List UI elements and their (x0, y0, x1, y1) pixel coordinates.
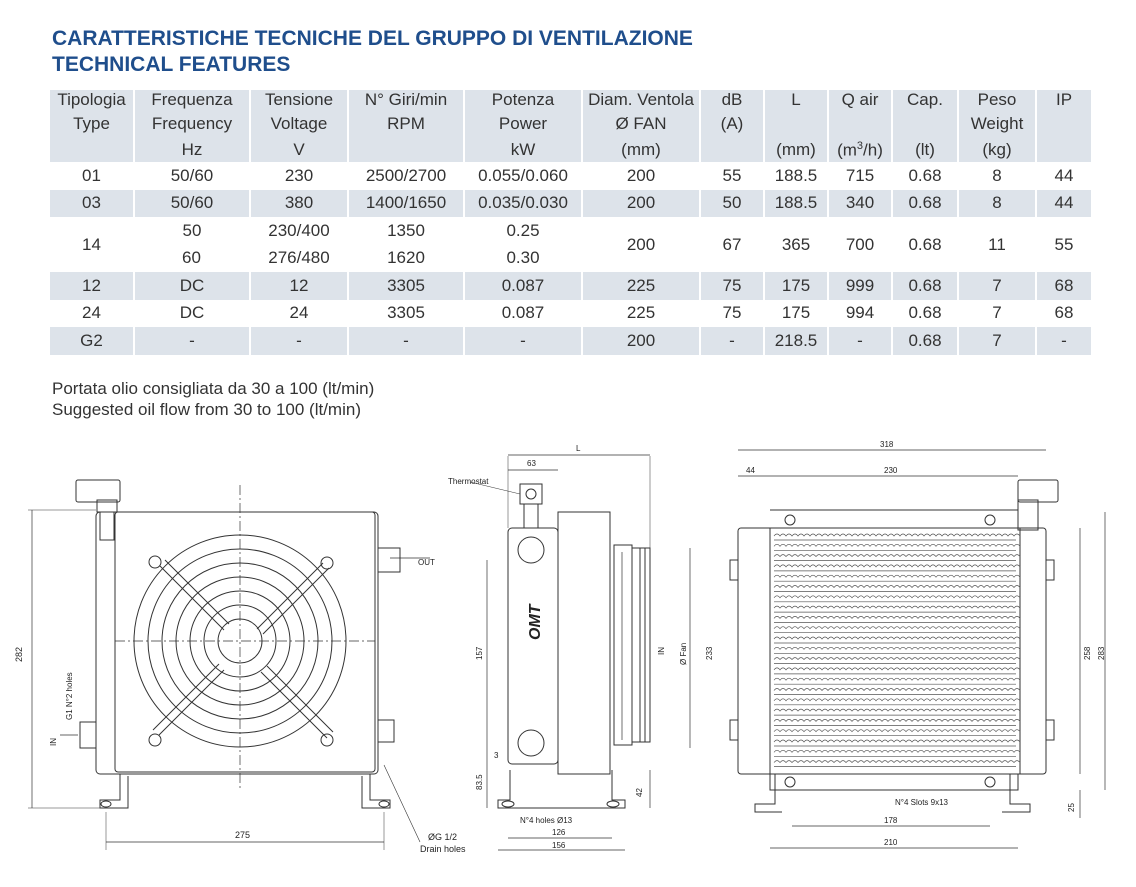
rear-dim-230: 230 (884, 466, 898, 475)
cell-qair: 715 (828, 162, 892, 190)
radiator-fin-row (774, 658, 1020, 660)
radiator-fin-row (774, 575, 1020, 577)
cell-power: 0.25 (464, 217, 582, 245)
cell-voltage: 24 (250, 300, 348, 328)
oil-flow-note (52, 378, 374, 420)
unit-frequency: Hz (134, 138, 250, 162)
unit-power: kW (464, 138, 582, 162)
rear-dim-318: 318 (880, 440, 894, 449)
cell-weight: 7 (958, 327, 1036, 355)
cell-voltage: 380 (250, 190, 348, 218)
cell-voltage: 276/480 (250, 245, 348, 273)
radiator-fin-row (774, 750, 1020, 752)
front-body (96, 512, 378, 774)
technical-features-table (50, 90, 1091, 355)
radiator-fin-row (774, 596, 1020, 598)
cell-weight: 8 (958, 162, 1036, 190)
cell-rpm: 3305 (348, 300, 464, 328)
cell-frequency: 50/60 (134, 190, 250, 218)
table-row-03 (50, 190, 1091, 218)
rear-dim-283: 283 (1097, 646, 1106, 660)
side-dim-233: 233 (705, 646, 714, 660)
cell-voltage: 230 (250, 162, 348, 190)
cell-rpm: - (348, 327, 464, 355)
side-dim-157: 157 (475, 646, 484, 660)
header-voltage-it: Tensione (250, 90, 348, 114)
oil-flow-note-english: Suggested oil flow from 30 to 100 (lt/min) (52, 400, 361, 419)
cell-db: - (700, 327, 764, 355)
cell-cap: 0.68 (892, 190, 958, 218)
radiator-fin-row (774, 689, 1020, 691)
title-italian: CARATTERISTICHE TECNICHE DEL GRUPPO DI VENTILAZIONE (52, 27, 693, 50)
cell-power: 0.087 (464, 272, 582, 300)
cell-rpm: 1620 (348, 245, 464, 273)
header-cap: Cap. (892, 90, 958, 114)
side-dim-156: 156 (552, 841, 566, 850)
cell-l: 365 (764, 217, 828, 272)
cell-ip: 68 (1036, 272, 1091, 300)
side-dim-3: 3 (494, 751, 499, 760)
side-dim-L: L (576, 444, 581, 453)
radiator-fin-row (774, 668, 1020, 670)
header-ip: IP (1036, 90, 1091, 114)
cell-l: 218.5 (764, 327, 828, 355)
radiator-fin-row (774, 740, 1020, 742)
fan-guard (115, 485, 375, 790)
header-rpm-en: RPM (348, 114, 464, 138)
cell-weight: 7 (958, 300, 1036, 328)
radiator-fin-row (774, 647, 1020, 649)
cell-fan: 225 (582, 272, 700, 300)
cell-cap: 0.68 (892, 162, 958, 190)
front-drain-label-2: Drain holes (420, 844, 466, 854)
header-power-en: Power (464, 114, 582, 138)
header-row-units (50, 138, 1091, 162)
rear-dim-178: 178 (884, 816, 898, 825)
technical-drawing (0, 430, 1136, 887)
cell-cap: 0.68 (892, 217, 958, 272)
front-drain-label-1: ØG 1/2 (428, 832, 458, 842)
cell-cap: 0.68 (892, 272, 958, 300)
table-row-G2 (50, 327, 1091, 355)
cell-frequency: 60 (182, 248, 201, 268)
side-in-label: IN (657, 647, 666, 655)
title-english: TECHNICAL FEATURES (52, 53, 291, 76)
cell-db: 67 (700, 217, 764, 272)
header-rpm-it: N° Giri/min (348, 90, 464, 114)
cell-power: 0.055/0.060 (464, 162, 582, 190)
radiator-fin-row (774, 534, 1020, 536)
radiator-fin-row (774, 761, 1020, 763)
cell-db: 75 (700, 272, 764, 300)
rear-dim-258: 258 (1083, 646, 1092, 660)
table-row-12 (50, 272, 1091, 300)
table-row-24 (50, 300, 1091, 328)
front-height-dim: 282 (14, 646, 24, 662)
unit-voltage: V (250, 138, 348, 162)
table-row-14a (50, 217, 1091, 245)
side-dim-126: 126 (552, 828, 566, 837)
side-fan-label: Ø Fan (679, 642, 688, 665)
radiator-fin-row (774, 730, 1020, 732)
cell-power: 0.30 (464, 245, 582, 273)
cell-qair: 340 (828, 190, 892, 218)
unit-fan: (mm) (582, 138, 700, 162)
radiator-fin-row (774, 586, 1020, 588)
cell-frequency: 50/60 (134, 162, 250, 190)
cell-l: 188.5 (764, 162, 828, 190)
radiator-fin-row (774, 709, 1020, 711)
cell-l: 175 (764, 300, 828, 328)
cell-power: 0.035/0.030 (464, 190, 582, 218)
radiator-fin-row (774, 637, 1020, 639)
unit-cap: (lt) (892, 138, 958, 162)
rear-slots-label: N°4 Slots 9x13 (895, 798, 949, 807)
header-frequency-it: Frequenza (134, 90, 250, 114)
side-dim-63: 63 (527, 459, 536, 468)
header-fan-en: Ø FAN (582, 114, 700, 138)
cell-type: G2 (50, 327, 134, 355)
radiator-fin-row (774, 719, 1020, 721)
front-out-label: OUT (418, 558, 435, 567)
cell-qair: - (828, 327, 892, 355)
rear-dim-210: 210 (884, 838, 898, 847)
cell-power: - (464, 327, 582, 355)
thermostat-label: Thermostat (448, 477, 489, 486)
header-type-it: Tipologia (50, 90, 134, 114)
cell-ip: 68 (1036, 300, 1091, 328)
front-view (28, 480, 430, 850)
cell-ip: 44 (1036, 162, 1091, 190)
cell-db: 75 (700, 300, 764, 328)
header-row-italian (50, 90, 1091, 114)
oil-flow-note-italian: Portata olio consigliata da 30 a 100 (lt/min) (52, 379, 375, 398)
cell-weight: 11 (958, 217, 1036, 272)
cell-power: 0.087 (464, 300, 582, 328)
side-holes-label: N°4 holes Ø13 (520, 816, 573, 825)
cell-fan: 200 (582, 190, 700, 218)
header-fan-it: Diam. Ventola (582, 90, 700, 114)
cell-voltage: - (250, 327, 348, 355)
header-row-english (50, 114, 1091, 138)
cell-frequency: DC (134, 272, 250, 300)
cell-type: 03 (50, 190, 134, 218)
header-weight-en: Weight (958, 114, 1036, 138)
header-power-it: Potenza (464, 90, 582, 114)
header-type-en: Type (50, 114, 134, 138)
cell-qair: 994 (828, 300, 892, 328)
cell-ip: - (1036, 327, 1091, 355)
cell-rpm: 1400/1650 (348, 190, 464, 218)
omt-logo: OMT (527, 604, 544, 640)
unit-l: (mm) (764, 138, 828, 162)
cell-type: 12 (50, 272, 134, 300)
cell-qair: 999 (828, 272, 892, 300)
cell-rpm: 3305 (348, 272, 464, 300)
cell-weight: 7 (958, 272, 1036, 300)
cell-l: 188.5 (764, 190, 828, 218)
front-width-dim: 275 (235, 830, 251, 840)
cell-fan: 200 (582, 162, 700, 190)
cell-voltage: 12 (250, 272, 348, 300)
front-g1-label: G1 N°2 holes (65, 672, 74, 720)
cell-frequency: - (134, 327, 250, 355)
cell-fan: 200 (582, 217, 700, 272)
radiator-fin-row (774, 565, 1020, 567)
cell-db: 50 (700, 190, 764, 218)
cell-frequency: DC (134, 300, 250, 328)
radiator-fin-row (774, 606, 1020, 608)
unit-qair: $(m^3/h)$ (828, 138, 892, 162)
cell-fan: 225 (582, 300, 700, 328)
cell-type: 24 (82, 303, 101, 323)
rear-dim-25: 25 (1067, 803, 1076, 812)
radiator-fin-row (774, 678, 1020, 680)
unit-weight: (kg) (958, 138, 1036, 162)
side-dim-42: 42 (635, 788, 644, 797)
cell-ip: 55 (1036, 217, 1091, 272)
front-in-label: IN (49, 738, 58, 746)
cell-weight: 8 (958, 190, 1036, 218)
header-l: L (764, 90, 828, 114)
cell-ip: 44 (1036, 190, 1091, 218)
cell-frequency: 50 (134, 217, 250, 245)
cell-rpm: 2500/2700 (348, 162, 464, 190)
radiator-fin-row (774, 627, 1020, 629)
header-qair: Q air (828, 90, 892, 114)
cell-fan: 200 (582, 327, 700, 355)
cell-cap: 0.68 (892, 327, 958, 355)
header-frequency-en: Frequency (134, 114, 250, 138)
cell-rpm: 1350 (348, 217, 464, 245)
radiator-fin-row (774, 544, 1020, 546)
cell-voltage: 230/400 (250, 217, 348, 245)
header-weight-it: Peso (958, 90, 1036, 114)
cell-db: 55 (700, 162, 764, 190)
cell-qair: 700 (828, 217, 892, 272)
cell-l: 175 (764, 272, 828, 300)
rear-dim-44: 44 (746, 466, 755, 475)
header-db: dB (700, 90, 764, 114)
table-row-01 (50, 162, 1091, 190)
cell-type: 14 (82, 234, 101, 254)
cell-cap: 0.68 (892, 300, 958, 328)
radiator-fin-row (774, 616, 1020, 618)
radiator-fin-row (774, 555, 1020, 557)
page-title (52, 26, 693, 78)
side-body (508, 528, 558, 764)
header-db-unit: (A) (700, 114, 764, 138)
radiator-core (774, 534, 1020, 767)
side-dim-83-5: 83.5 (475, 774, 484, 790)
header-voltage-en: Voltage (250, 114, 348, 138)
radiator-fin-row (774, 699, 1020, 701)
cell-type: 01 (82, 165, 101, 185)
